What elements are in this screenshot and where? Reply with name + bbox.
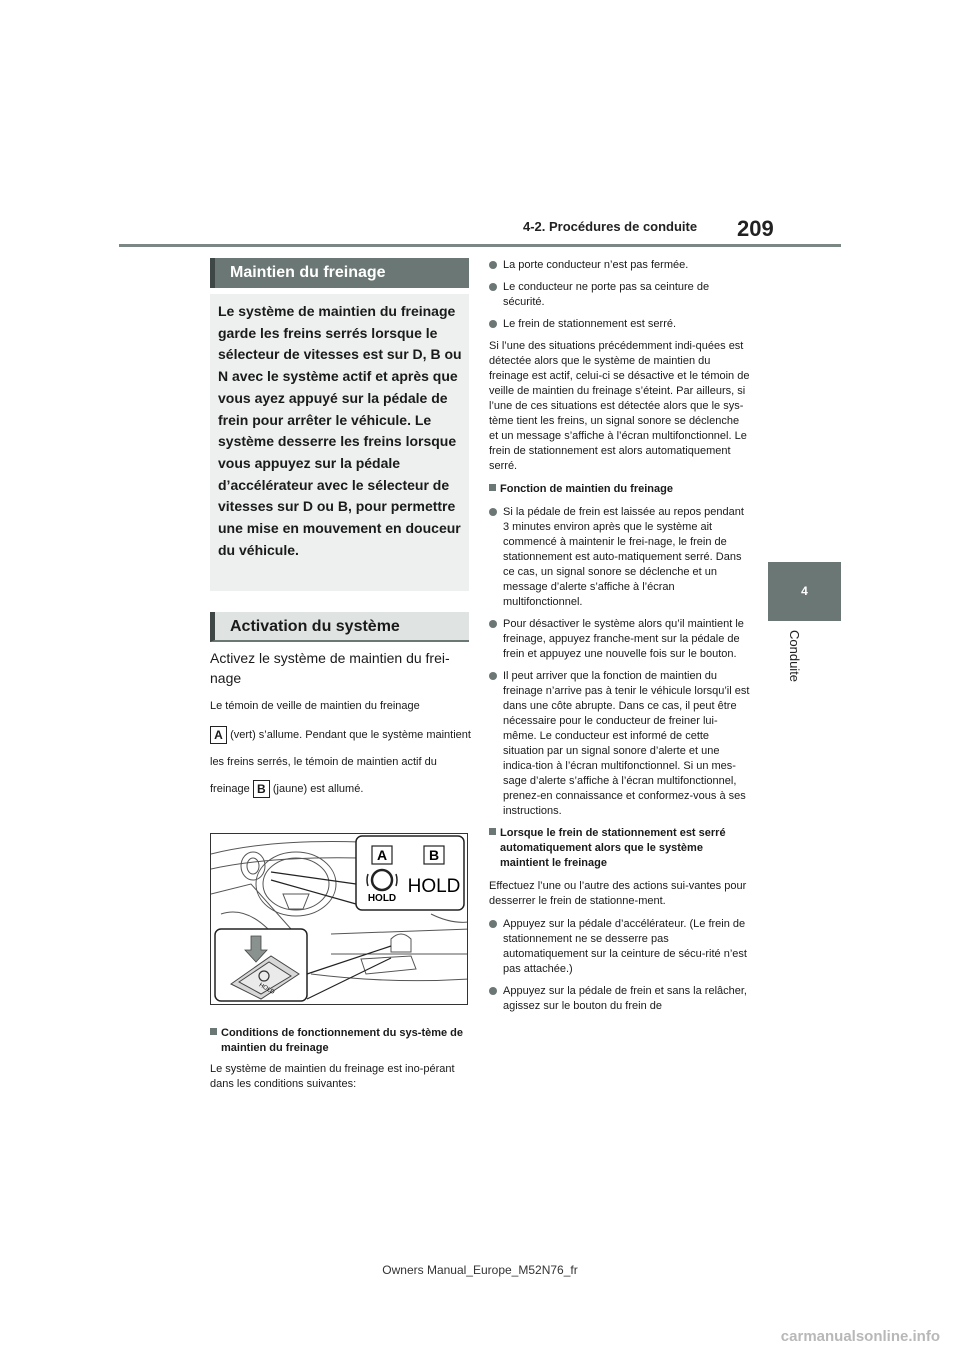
sub-heading-text: Lorsque le frein de stationnement est serré automatiquement alors que le système maintient le freinage	[500, 827, 726, 869]
footer-text: Owners Manual_Europe_M52N76_fr	[382, 1263, 578, 1277]
header-rule	[119, 244, 841, 247]
conditions-block	[210, 1026, 472, 1092]
desc-part-2: (vert) s’allume. Pendant que le système maintient les freins serrés, le témoin de maintien actif du freinage	[210, 729, 471, 795]
sub-heading-fonction	[489, 482, 751, 497]
figure-label-b: B	[428, 847, 440, 863]
bullet-item: Le conducteur ne porte pas sa ceinture de sécurité.	[489, 280, 751, 310]
chapter-tab	[768, 562, 841, 621]
conditions-text: Le système de maintien du freinage est ino-pérant dans les conditions suivantes:	[210, 1063, 455, 1090]
label-a-box: A	[210, 726, 227, 744]
illustration-hold-button	[210, 833, 468, 1005]
desc-part-1: Le témoin de veille de maintien du freinage	[210, 700, 420, 712]
bullet-item: Si la pédale de frein est laissée au repos pendant 3 minutes environ après que le système ait commencé à maintenir le frei-nage, le frein de stationnement est auto-matiquement serré. Dans ce cas, un signal sonore se déclenche et un message d’alerte s’affiche à l’écran multifonctionnel.	[489, 505, 751, 610]
figure-hold-large: HOLD	[407, 876, 461, 897]
watermark: carmanualsonline.info	[780, 1328, 940, 1345]
square-bullet-icon	[489, 828, 496, 835]
dashboard-illustration	[211, 834, 468, 1005]
chapter-number: 4	[801, 584, 808, 598]
section-title: 4-2. Procédures de conduite	[523, 219, 698, 234]
bullet-item: Appuyez sur la pédale d’accélérateur. (Le frein de stationnement ne se desserre pas automatiquement sur la ceinture de sécu-rité n’est pas attachée.)	[489, 917, 751, 977]
desc-part-3: (jaune) est allumé.	[272, 783, 364, 795]
intro-text: Le système de maintien du freinage garde les freins serrés lorsque le sélecteur de vitesses est sur D, B ou N avec le système actif et après que vous ayez appuyé sur la pédale de frein pour arrêter le véhicule. Le système desserre les freins lorsque vous appuyez sur la pédale d’accélérateur avec le sélecteur de vitesses sur D ou B, pour permettre une mise en mouvement en douceur du véhicule.	[218, 303, 462, 558]
sub-heading-frein-auto	[489, 826, 751, 871]
label-b-box: B	[253, 780, 270, 798]
section-heading-activation: Activation du système	[210, 612, 469, 642]
bullet-item: Il peut arriver que la fonction de maintien du freinage n’arrive pas à tenir le véhicule lorsqu’il est dans une côte abrupte. Dans ce cas, il peut être nécessaire pour le conducteur de freiner lui-même. Le conducteur est informé de cette situation par un signal sonore d’alerte et une indica-tion à l’écran multifonctionnel. Si un mes-sage d’alerte s’affiche à l’écran multifonctionnel, prenez-en connaissance et conformez-vous à ses instructions.	[489, 669, 751, 819]
square-bullet-icon	[489, 484, 496, 491]
paragraph: Si l’une des situations précédemment indi-quées est détectée alors que le système de maintien du freinage est actif, celui-ci se désactive et le témoin de veille de maintien du freinage s’éteint. Par ailleurs, si l’une de ces situations est détectée alors que le sys-tème tient les freins, un signal sonore se déclenche et un message s’affiche à l’écran multifonctionnel. Le frein de stationnement est alors automatiquement serré.	[489, 340, 750, 472]
indicator-description	[210, 698, 472, 803]
square-bullet-icon	[210, 1028, 217, 1035]
right-column	[489, 258, 751, 1021]
chapter-label: Conduite	[787, 630, 802, 683]
bullet-item: Appuyez sur la pédale de frein et sans la relâcher, agissez sur le bouton du frein de	[489, 984, 751, 1014]
page-number: 209	[737, 216, 774, 241]
sub-heading-text: Fonction de maintien du freinage	[500, 483, 673, 495]
bullet-item: La porte conducteur n’est pas fermée.	[489, 258, 751, 273]
figure-hold-small: HOLD	[367, 893, 397, 904]
step-instruction: Activez le système de maintien du frei-nage	[210, 650, 450, 686]
conditions-heading: Conditions de fonctionnement du sys-tème de maintien du freinage	[221, 1027, 464, 1054]
bullet-item: Pour désactiver le système alors qu’il maintient le freinage, appuyez franche-ment sur la pédale de frein et appuyez une nouvelle fois sur le bouton.	[489, 617, 751, 662]
bullet-item: Le frein de stationnement est serré.	[489, 317, 751, 332]
figure-label-a: A	[376, 847, 388, 863]
paragraph: Effectuez l’une ou l’autre des actions sui-vantes pour desserrer le frein de stationne-ment.	[489, 880, 747, 907]
section-heading-maintien: Maintien du freinage	[210, 258, 469, 288]
figure-hold-button: HOLD	[257, 982, 276, 996]
